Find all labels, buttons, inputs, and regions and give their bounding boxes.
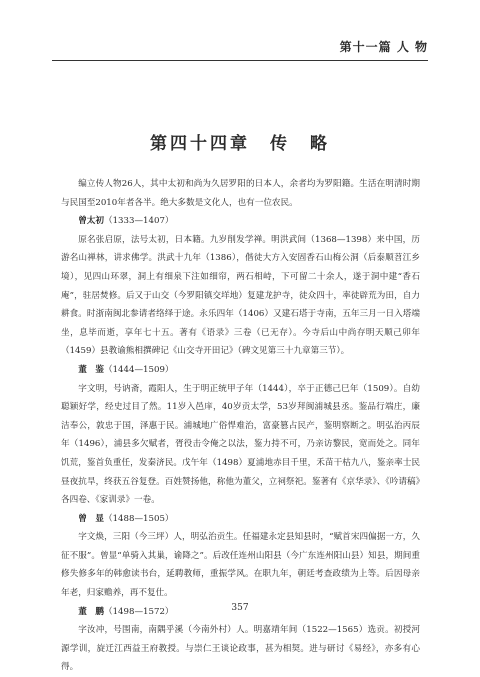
biography-paragraph: 字文明，号讷斋，霞阳人，生于明正统甲子年（1444），卒于正德己巳年（1509）。自幼聪颖好学，经史过目了然。11岁入邑庠，40岁贡太学，53岁拜闽浦城县丞。鉴品行端庄，廉洁奉公，敦忠于国，泽惠于民。浦城地广俗悍难治，富豪篡占民产，鉴明察断之。明弘治丙辰年（1496），浦县多欠赋者，胥役击令俺之以法，鉴力持不可，乃亲访黎民，宽而处之。同年饥荒，鉴首负重任，发秦济民。戊午年（1498）夏浦地赤目千里，禾苗干枯九八，鉴亲率士民昼夜抗旱，终获五谷复登。百姓赞扬他，称他为董父，立祠祭祀。鉴著有《京华录》、《吟请稿》各四卷、《家训录》一卷。 — [61, 383, 420, 506]
entry-heading — [61, 212, 420, 231]
biography-paragraph: 原名张启原，法号太初，日本籍。九岁削发学禅。明洪武间（1368—1398）来中国，历游名山禅林，讲求佛学。洪武十九年（1386），偕徒大方入安固香石山梅公洞（后泰顺苕江乡境），见四山环翠，洞上有细泉下注如细帘，两石相峙，下可留二十余人，遂于洞中建“香石庵”，驻居焚修。后又于山交（今罗阳镇交垟地）复建龙护寺，徒众四十，率徒辟荒为田，自力耕食。时浙南闽北参请者络绎于途。永乐四年（1406）又建石塔于寺南，五年三月一日入塔端坐，息毕而逝，享年七十五。著有《语录》三卷（已无存）。今寺后山中尚存明天顺己卯年（1459）县教谕熊相撰碑记《山交寺开田记》（碑文见第三十九章第三节）。 — [61, 234, 420, 357]
entry-heading — [61, 361, 420, 380]
person-name: 曾 显 — [78, 513, 104, 524]
chapter-title: 第四十四章 传 略 — [150, 134, 330, 154]
biography-paragraph: 字文焕，三阳（今三坪）人，明弘治贡生。任福建永定县知县时，“赋首宋四偏据一方，久征不服”。曾显“单骑入其巢，谕降之”。后改任连州山阳县（今广东连州阳山县）知县，期间重修失修多年的韩愈读书台，延聘教师，重振学风。在职九年，朝廷考查政绩为上等。后因母亲年老，归家赡养，再不复仕。 — [61, 532, 420, 599]
person-name: 董 鹏 — [78, 606, 104, 617]
person-name: 董 鉴 — [78, 364, 104, 375]
person-dates: （1488—1505） — [103, 513, 174, 524]
person-dates: （1333—1407） — [103, 216, 174, 227]
intro-paragraph: 编立传人物26人，其中太初和尚为久居罗阳的日本人，余者均为罗阳籍。生活在明清时期与民国至2010年者各半。绝大多数是文化人，也有一位农民。 — [61, 179, 420, 208]
running-header — [0, 38, 480, 64]
entry-heading — [61, 510, 420, 529]
person-dates: （1444—1509） — [103, 364, 174, 375]
header-title: 第十一篇 人 物 — [339, 40, 428, 54]
body-text — [61, 175, 420, 677]
header-rule — [52, 60, 428, 61]
person-name: 曾太初 — [78, 216, 104, 227]
person-dates: （1498—1572） — [103, 606, 174, 617]
biography-paragraph: 字汝冲，号围南，南隅乎溪（今南外村）人。明嘉靖年间（1522—1565）选贡。初授河源学训，旋迁江西益王府教授。与崇仁王谈论政事，甚为相契。进与研讨《易经》，亦多有心得。 — [61, 625, 420, 673]
page-number: 357 — [231, 603, 249, 613]
